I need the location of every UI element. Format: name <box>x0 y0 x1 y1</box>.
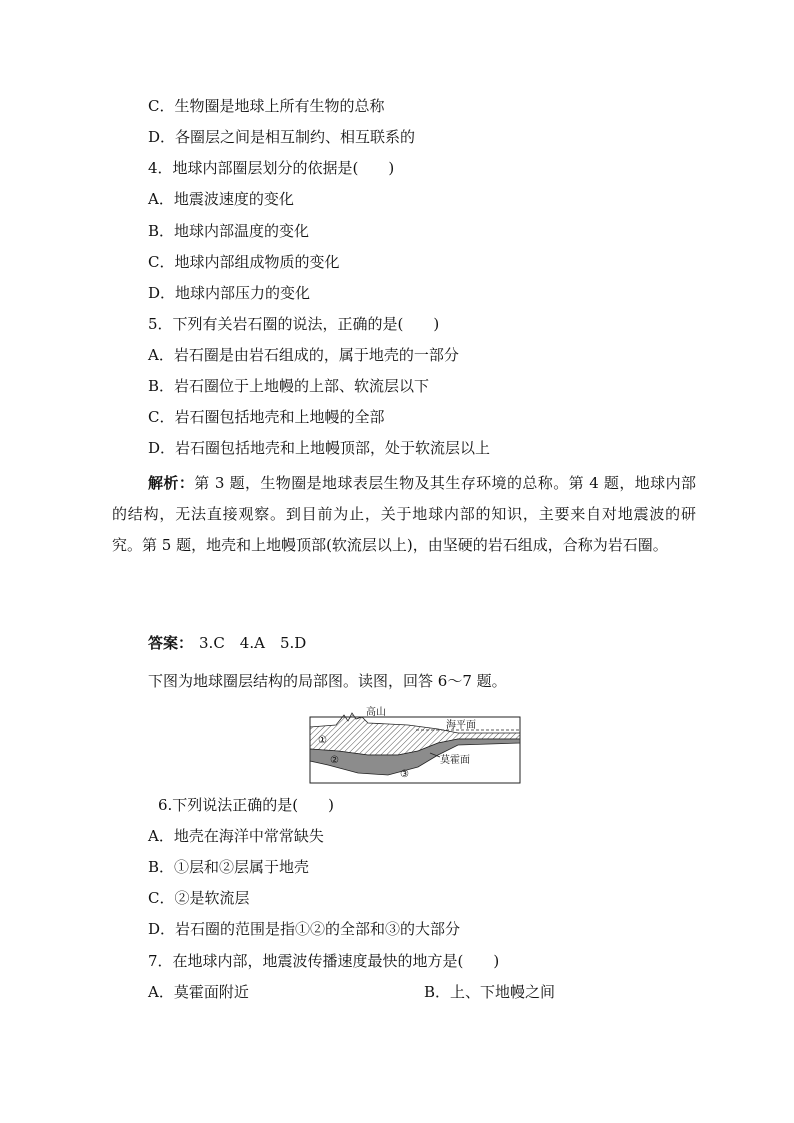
option-b-q4: B．地球内部温度的变化 <box>148 222 310 240</box>
option-d-q4: D．地球内部压力的变化 <box>148 284 311 302</box>
earth-layers-diagram <box>308 703 522 785</box>
option-a-q5: A．岩石圈是由岩石组成的，属于地壳的一部分 <box>148 346 459 364</box>
analysis-label: 解析： <box>148 474 195 492</box>
option-c-q6: C．②是软流层 <box>148 889 250 907</box>
option-c-q3: C．生物圈是地球上所有生物的总称 <box>148 97 385 115</box>
question-6: 6.下列说法正确的是( ) <box>158 796 335 814</box>
option-d-q5: D．岩石圈包括地壳和上地幔顶部，处于软流层以上 <box>148 439 491 457</box>
answer-label: 答案： <box>148 634 194 652</box>
analysis-paragraph <box>112 468 696 561</box>
option-a-q4: A．地震波速度的变化 <box>148 190 294 208</box>
option-a-q7: A．莫霍面附近 <box>148 983 249 1001</box>
question-7: 7．在地球内部，地震波传播速度最快的地方是( ) <box>148 952 500 970</box>
earth-layers-figure <box>308 703 522 785</box>
option-b-q6: B．①层和②层属于地壳 <box>148 858 310 876</box>
question-5: 5．下列有关岩石圈的说法，正确的是( ) <box>148 315 440 333</box>
label-layer-1: ① <box>318 735 327 746</box>
option-d-q3: D．各圈层之间是相互制约、相互联系的 <box>148 128 416 146</box>
question-4: 4．地球内部圈层划分的依据是( ) <box>148 159 395 177</box>
option-b-q5: B．岩石圈位于上地幔的上部、软流层以下 <box>148 377 430 395</box>
label-moho: 莫霍面 <box>440 755 470 766</box>
label-layer-3: ③ <box>400 769 409 780</box>
analysis-text: 第 3 题，生物圈是地球表层生物及其生存环境的总称。第 4 题，地球内部的结构，无法直接观察。到目前为止，关于地球内部的知识，主要来自对地震波的研究。第 5 题，地壳和上地幔顶部(软流层以上)，由坚硬的岩石组成，合称为岩石圈。 <box>112 474 696 554</box>
option-c-q5: C．岩石圈包括地壳和上地幔的全部 <box>148 408 385 426</box>
option-c-q4: C．地球内部组成物质的变化 <box>148 253 340 271</box>
label-sea-level: 海平面 <box>446 720 476 731</box>
option-b-q7: B．上、下地幔之间 <box>424 983 556 1001</box>
option-d-q6: D．岩石圈的范围是指①②的全部和③的大部分 <box>148 920 461 938</box>
answer-text: 3.C 4.A 5.D <box>199 634 307 652</box>
answer-line <box>148 633 306 653</box>
label-layer-2: ② <box>330 755 339 766</box>
label-mountain: 高山 <box>366 707 386 718</box>
figure-intro: 下图为地球圈层结构的局部图。读图，回答 6～7 题。 <box>148 672 507 690</box>
option-a-q6: A．地壳在海洋中常常缺失 <box>148 827 324 845</box>
